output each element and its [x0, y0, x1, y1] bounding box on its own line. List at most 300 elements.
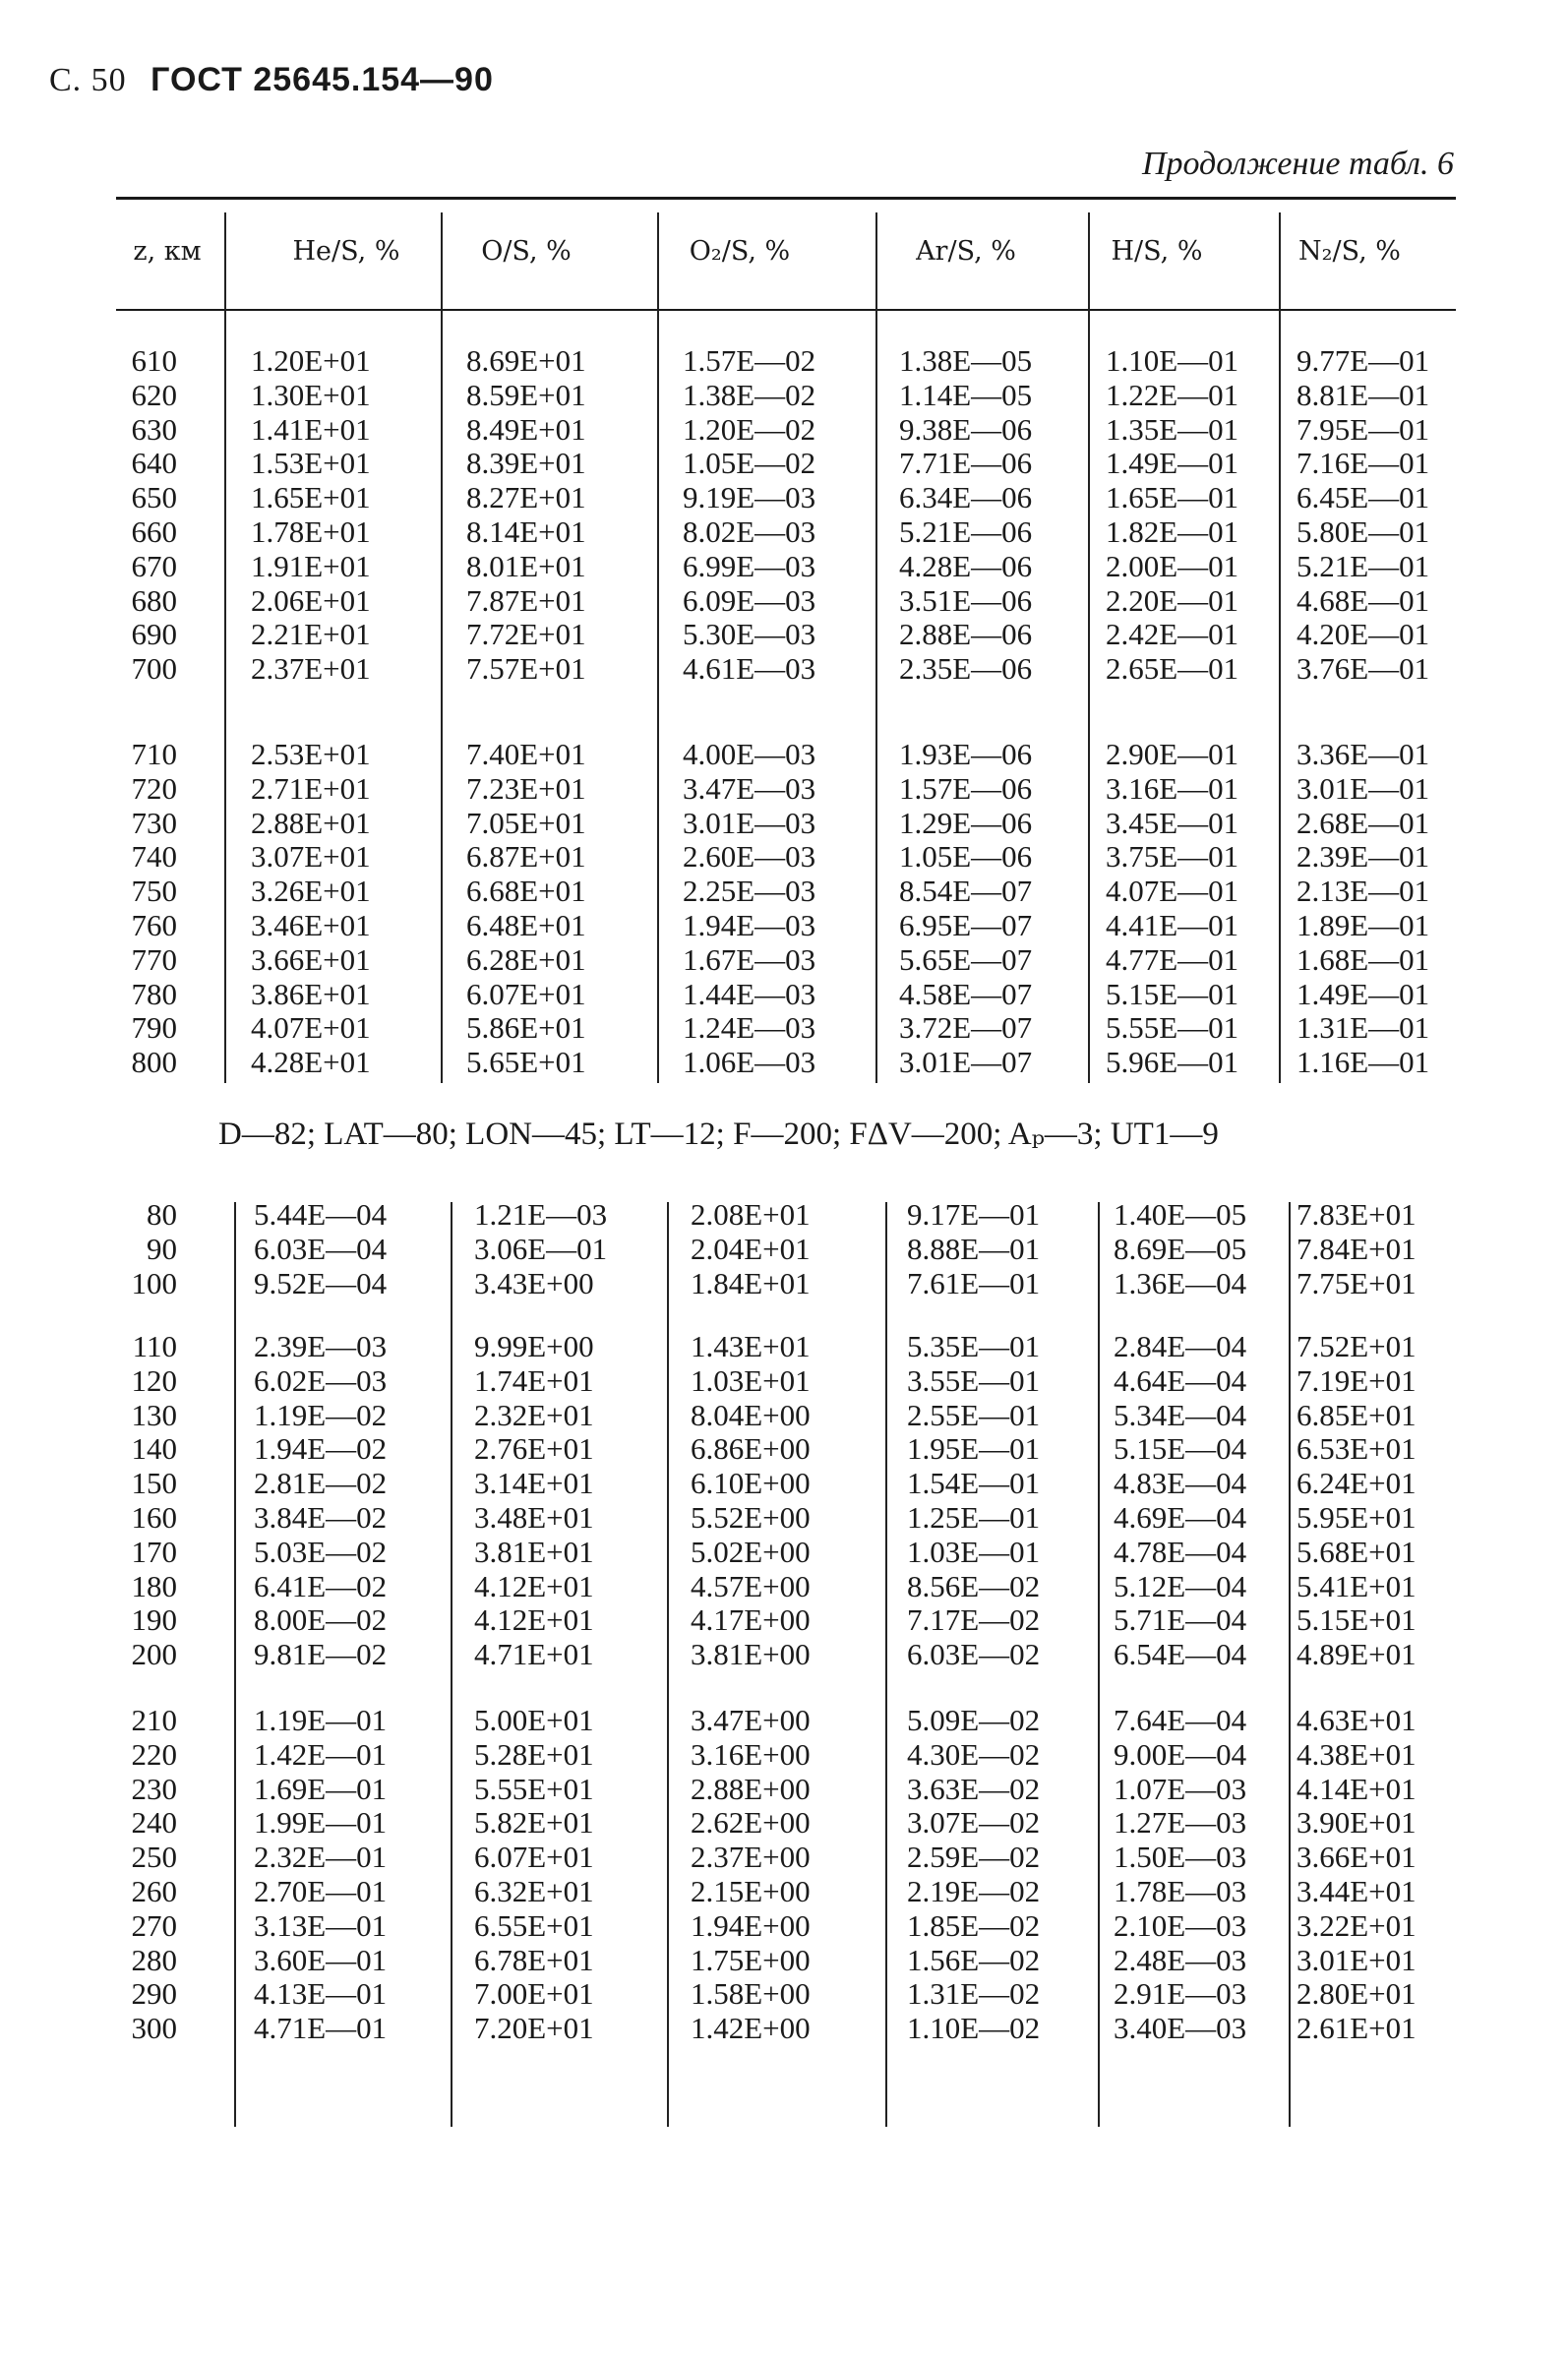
- value-cell: 8.54E—07: [899, 874, 1033, 909]
- value-cell: 5.55E—01: [1106, 1010, 1239, 1046]
- value-cell: 4.71E+01: [474, 1637, 594, 1672]
- value-cell: 1.20E+01: [251, 343, 371, 378]
- value-cell: 2.35E—06: [899, 651, 1033, 687]
- value-cell: 7.19E+01: [1297, 1362, 1417, 1398]
- value-cell: 4.78E—04: [1114, 1534, 1247, 1569]
- value-cell: 1.41E+01: [251, 411, 371, 447]
- value-cell: 6.78E+01: [474, 1942, 594, 1977]
- value-cell: 3.22E+01: [1297, 1907, 1417, 1943]
- value-cell: 6.45E—01: [1297, 480, 1430, 515]
- value-cell: 6.24E+01: [1297, 1466, 1417, 1501]
- value-cell: 3.48E+01: [474, 1500, 594, 1535]
- value-cell: 5.12E—04: [1114, 1568, 1247, 1603]
- altitude-cell: 780: [131, 976, 177, 1011]
- value-cell: 3.81E+00: [691, 1637, 811, 1672]
- value-cell: 2.37E+01: [251, 651, 371, 687]
- altitude-cell: 290: [131, 1976, 177, 2012]
- altitude-cell: 660: [131, 514, 177, 549]
- altitude-cell: 280: [131, 1942, 177, 1977]
- column-divider: [1279, 212, 1281, 1083]
- value-cell: 1.03E+01: [691, 1362, 811, 1398]
- value-cell: 3.75E—01: [1106, 839, 1239, 875]
- value-cell: 2.80E+01: [1297, 1976, 1417, 2012]
- altitude-cell: 130: [131, 1397, 177, 1432]
- value-cell: 1.69E—01: [254, 1771, 388, 1806]
- altitude-cell: 700: [131, 651, 177, 687]
- value-cell: 1.36E—04: [1114, 1265, 1247, 1300]
- value-cell: 1.99E—01: [254, 1805, 388, 1841]
- value-cell: 7.95E—01: [1297, 411, 1430, 447]
- value-cell: 3.72E—07: [899, 1010, 1033, 1046]
- value-cell: 2.59E—02: [907, 1840, 1041, 1875]
- column-divider: [1088, 212, 1090, 1083]
- altitude-cell: 160: [131, 1500, 177, 1535]
- altitude-cell: 250: [131, 1840, 177, 1875]
- value-cell: 4.28E+01: [251, 1045, 371, 1080]
- value-cell: 2.61E+01: [1297, 2011, 1417, 2046]
- page-header: [49, 61, 508, 99]
- value-cell: 3.60E—01: [254, 1942, 388, 1977]
- value-cell: 3.81E+01: [474, 1534, 594, 1569]
- altitude-cell: 100: [131, 1265, 177, 1300]
- value-cell: 2.62E+00: [691, 1805, 811, 1841]
- value-cell: 1.14E—05: [899, 377, 1033, 412]
- value-cell: 2.53E+01: [251, 737, 371, 771]
- value-cell: 7.84E+01: [1297, 1231, 1417, 1266]
- value-cell: 4.14E+01: [1297, 1771, 1417, 1806]
- o2-header: O₂/S, %: [689, 236, 791, 267]
- value-cell: 3.16E—01: [1106, 770, 1239, 806]
- value-cell: 6.28E+01: [466, 941, 586, 977]
- value-cell: 5.30E—03: [683, 617, 816, 652]
- value-cell: 2.00E—01: [1106, 548, 1239, 583]
- value-cell: 4.12E+01: [474, 1568, 594, 1603]
- altitude-cell: 80: [147, 1197, 177, 1232]
- value-cell: 5.15E+01: [1297, 1602, 1417, 1638]
- value-cell: 2.04E+01: [691, 1231, 811, 1266]
- value-cell: 8.88E—01: [907, 1231, 1041, 1266]
- value-cell: 8.39E+01: [466, 446, 586, 481]
- altitude-cell: 790: [131, 1010, 177, 1046]
- value-cell: 3.51E—06: [899, 582, 1033, 618]
- altitude-cell: 750: [131, 874, 177, 909]
- altitude-cell: 260: [131, 1874, 177, 1908]
- value-cell: 1.05E—06: [899, 839, 1033, 875]
- value-cell: 5.35E—01: [907, 1329, 1041, 1363]
- value-cell: 1.38E—02: [683, 377, 816, 412]
- value-cell: 6.53E+01: [1297, 1431, 1417, 1467]
- altitude-cell: 190: [131, 1602, 177, 1638]
- value-cell: 2.15E+00: [691, 1874, 811, 1908]
- value-cell: 1.16E—01: [1297, 1045, 1430, 1080]
- value-cell: 1.40E—05: [1114, 1197, 1247, 1232]
- value-cell: 2.39E—01: [1297, 839, 1430, 875]
- value-cell: 1.65E—01: [1106, 480, 1239, 515]
- value-cell: 1.94E—02: [254, 1431, 388, 1467]
- value-cell: 1.21E—03: [474, 1197, 608, 1232]
- value-cell: 8.04E+00: [691, 1397, 811, 1432]
- value-cell: 1.57E—02: [683, 343, 816, 378]
- value-cell: 8.27E+01: [466, 480, 586, 515]
- value-cell: 6.85E+01: [1297, 1397, 1417, 1432]
- altitude-cell: 800: [131, 1045, 177, 1080]
- value-cell: 1.42E—01: [254, 1736, 388, 1772]
- altitude-cell: 640: [131, 446, 177, 481]
- value-cell: 7.64E—04: [1114, 1703, 1247, 1737]
- value-cell: 8.59E+01: [466, 377, 586, 412]
- value-cell: 4.71E—01: [254, 2011, 388, 2046]
- value-cell: 8.69E+01: [466, 343, 586, 378]
- value-cell: 6.09E—03: [683, 582, 816, 618]
- value-cell: 7.20E+01: [474, 2011, 594, 2046]
- value-cell: 7.87E+01: [466, 582, 586, 618]
- value-cell: 2.68E—01: [1297, 805, 1430, 840]
- value-cell: 8.00E—02: [254, 1602, 388, 1638]
- value-cell: 6.02E—03: [254, 1362, 388, 1398]
- value-cell: 4.41E—01: [1106, 908, 1239, 942]
- value-cell: 5.00E+01: [474, 1703, 594, 1737]
- value-cell: 1.95E—01: [907, 1431, 1041, 1467]
- value-cell: 5.55E+01: [474, 1771, 594, 1806]
- value-cell: 1.22E—01: [1106, 377, 1239, 412]
- value-cell: 5.41E+01: [1297, 1568, 1417, 1603]
- value-cell: 1.84E+01: [691, 1265, 811, 1300]
- value-cell: 7.83E+01: [1297, 1197, 1417, 1232]
- value-cell: 2.32E—01: [254, 1840, 388, 1875]
- value-cell: 5.71E—04: [1114, 1602, 1247, 1638]
- altitude-cell: 170: [131, 1534, 177, 1569]
- value-cell: 1.19E—02: [254, 1397, 388, 1432]
- altitude-cell: 110: [132, 1329, 177, 1363]
- value-cell: 1.78E—03: [1114, 1874, 1247, 1908]
- value-cell: 6.03E—04: [254, 1231, 388, 1266]
- value-cell: 2.65E—01: [1106, 651, 1239, 687]
- value-cell: 5.03E—02: [254, 1534, 388, 1569]
- altitude-cell: 140: [131, 1431, 177, 1467]
- value-cell: 1.44E—03: [683, 976, 816, 1011]
- value-cell: 2.06E+01: [251, 582, 371, 618]
- value-cell: 1.42E+00: [691, 2011, 811, 2046]
- column-divider: [234, 1202, 236, 2127]
- value-cell: 5.28E+01: [474, 1736, 594, 1772]
- value-cell: 5.65E+01: [466, 1045, 586, 1080]
- value-cell: 7.16E—01: [1297, 446, 1430, 481]
- value-cell: 2.91E—03: [1114, 1976, 1247, 2012]
- value-cell: 8.02E—03: [683, 514, 816, 549]
- n2-header: N₂/S, %: [1298, 236, 1401, 267]
- value-cell: 5.02E+00: [691, 1534, 811, 1569]
- value-cell: 8.69E—05: [1114, 1231, 1247, 1266]
- table-caption: Продолжение табл. 6: [1141, 146, 1454, 182]
- value-cell: 3.07E—02: [907, 1805, 1041, 1841]
- value-cell: 1.05E—02: [683, 446, 816, 481]
- value-cell: 3.01E—07: [899, 1045, 1033, 1080]
- value-cell: 2.37E+00: [691, 1840, 811, 1875]
- value-cell: 3.07E+01: [251, 839, 371, 875]
- column-divider: [667, 1202, 669, 2127]
- value-cell: 5.65E—07: [899, 941, 1033, 977]
- altitude-cell: 200: [131, 1637, 177, 1672]
- value-cell: 5.52E+00: [691, 1500, 811, 1535]
- column-divider: [875, 212, 877, 1083]
- value-cell: 6.03E—02: [907, 1637, 1041, 1672]
- altitude-cell: 300: [131, 2011, 177, 2046]
- value-cell: 3.01E—01: [1297, 770, 1430, 806]
- value-cell: 1.75E+00: [691, 1942, 811, 1977]
- value-cell: 4.00E—03: [683, 737, 816, 771]
- value-cell: 5.68E+01: [1297, 1534, 1417, 1569]
- value-cell: 2.55E—01: [907, 1397, 1041, 1432]
- value-cell: 6.55E+01: [474, 1907, 594, 1943]
- value-cell: 1.53E+01: [251, 446, 371, 481]
- value-cell: 3.13E—01: [254, 1907, 388, 1943]
- value-cell: 4.61E—03: [683, 651, 816, 687]
- value-cell: 4.13E—01: [254, 1976, 388, 2012]
- altitude-cell: 220: [131, 1736, 177, 1772]
- value-cell: 1.56E—02: [907, 1942, 1041, 1977]
- value-cell: 1.68E—01: [1297, 941, 1430, 977]
- value-cell: 4.28E—06: [899, 548, 1033, 583]
- value-cell: 1.65E+01: [251, 480, 371, 515]
- value-cell: 3.01E—03: [683, 805, 816, 840]
- altitude-cell: 740: [131, 839, 177, 875]
- value-cell: 4.20E—01: [1297, 617, 1430, 652]
- value-cell: 2.42E—01: [1106, 617, 1239, 652]
- value-cell: 4.77E—01: [1106, 941, 1239, 977]
- altitude-cell: 270: [131, 1907, 177, 1943]
- value-cell: 1.20E—02: [683, 411, 816, 447]
- value-cell: 3.46E+01: [251, 908, 371, 942]
- value-cell: 1.06E—03: [683, 1045, 816, 1080]
- value-cell: 4.07E+01: [251, 1010, 371, 1046]
- value-cell: 7.40E+01: [466, 737, 586, 771]
- value-cell: 5.15E—01: [1106, 976, 1239, 1011]
- value-cell: 9.77E—01: [1297, 343, 1430, 378]
- value-cell: 7.72E+01: [466, 617, 586, 652]
- model-parameters: D—82; LAT—80; LON—45; LT—12; F—200; FΔV—200; Aₚ—3; UT1—9: [218, 1117, 1219, 1152]
- value-cell: 2.10E—03: [1114, 1907, 1247, 1943]
- value-cell: 2.76E+01: [474, 1431, 594, 1467]
- value-cell: 4.57E+00: [691, 1568, 811, 1603]
- value-cell: 6.41E—02: [254, 1568, 388, 1603]
- value-cell: 7.57E+01: [466, 651, 586, 687]
- standard-title: ГОСТ 25645.154—90: [151, 61, 494, 98]
- value-cell: 3.84E—02: [254, 1500, 388, 1535]
- header-bottom-rule: [116, 309, 1456, 311]
- ar-header: Ar/S, %: [916, 236, 1016, 267]
- value-cell: 1.94E+00: [691, 1907, 811, 1943]
- value-cell: 4.69E—04: [1114, 1500, 1247, 1535]
- value-cell: 6.10E+00: [691, 1466, 811, 1501]
- altitude-cell: 630: [131, 411, 177, 447]
- value-cell: 3.55E—01: [907, 1362, 1041, 1398]
- value-cell: 9.19E—03: [683, 480, 816, 515]
- altitude-cell: 690: [131, 617, 177, 652]
- value-cell: 7.00E+01: [474, 1976, 594, 2012]
- altitude-cell: 650: [131, 480, 177, 515]
- value-cell: 1.74E+01: [474, 1362, 594, 1398]
- value-cell: 5.96E—01: [1106, 1045, 1239, 1080]
- value-cell: 5.21E—06: [899, 514, 1033, 549]
- page-number: С. 50: [49, 62, 127, 98]
- value-cell: 2.13E—01: [1297, 874, 1430, 909]
- value-cell: 2.84E—04: [1114, 1329, 1247, 1363]
- value-cell: 1.07E—03: [1114, 1771, 1247, 1806]
- value-cell: 8.56E—02: [907, 1568, 1041, 1603]
- column-divider: [885, 1202, 887, 2127]
- value-cell: 4.63E+01: [1297, 1703, 1417, 1737]
- value-cell: 2.90E—01: [1106, 737, 1239, 771]
- value-cell: 4.07E—01: [1106, 874, 1239, 909]
- altitude-cell: 770: [131, 941, 177, 977]
- value-cell: 3.36E—01: [1297, 737, 1430, 771]
- value-cell: 1.49E—01: [1297, 976, 1430, 1011]
- value-cell: 2.88E+00: [691, 1771, 811, 1806]
- value-cell: 2.21E+01: [251, 617, 371, 652]
- value-cell: 4.58E—07: [899, 976, 1033, 1011]
- value-cell: 8.81E—01: [1297, 377, 1430, 412]
- value-cell: 1.19E—01: [254, 1703, 388, 1737]
- value-cell: 2.19E—02: [907, 1874, 1041, 1908]
- value-cell: 2.71E+01: [251, 770, 371, 806]
- column-divider: [441, 212, 443, 1083]
- value-cell: 3.40E—03: [1114, 2011, 1247, 2046]
- altitude-cell: 210: [131, 1703, 177, 1737]
- h-header: H/S, %: [1111, 236, 1203, 267]
- value-cell: 2.08E+01: [691, 1197, 811, 1232]
- value-cell: 5.44E—04: [254, 1197, 388, 1232]
- column-divider: [224, 212, 226, 1083]
- value-cell: 9.52E—04: [254, 1265, 388, 1300]
- value-cell: 3.47E—03: [683, 770, 816, 806]
- value-cell: 3.63E—02: [907, 1771, 1041, 1806]
- he-header: He/S, %: [292, 236, 400, 267]
- value-cell: 4.89E+01: [1297, 1637, 1417, 1672]
- value-cell: 4.38E+01: [1297, 1736, 1417, 1772]
- value-cell: 3.16E+00: [691, 1736, 811, 1772]
- value-cell: 2.39E—03: [254, 1329, 388, 1363]
- value-cell: 3.86E+01: [251, 976, 371, 1011]
- value-cell: 6.07E+01: [466, 976, 586, 1011]
- value-cell: 3.14E+01: [474, 1466, 594, 1501]
- value-cell: 2.20E—01: [1106, 582, 1239, 618]
- value-cell: 2.60E—03: [683, 839, 816, 875]
- value-cell: 6.32E+01: [474, 1874, 594, 1908]
- column-divider: [657, 212, 659, 1083]
- value-cell: 6.07E+01: [474, 1840, 594, 1875]
- value-cell: 1.25E—01: [907, 1500, 1041, 1535]
- value-cell: 4.64E—04: [1114, 1362, 1247, 1398]
- value-cell: 1.82E—01: [1106, 514, 1239, 549]
- value-cell: 2.88E—06: [899, 617, 1033, 652]
- value-cell: 1.57E—06: [899, 770, 1033, 806]
- value-cell: 3.66E+01: [1297, 1840, 1417, 1875]
- value-cell: 4.12E+01: [474, 1602, 594, 1638]
- value-cell: 7.05E+01: [466, 805, 586, 840]
- value-cell: 8.01E+01: [466, 548, 586, 583]
- value-cell: 9.17E—01: [907, 1197, 1041, 1232]
- value-cell: 5.86E+01: [466, 1010, 586, 1046]
- value-cell: 1.27E—03: [1114, 1805, 1247, 1841]
- altitude-cell: 760: [131, 908, 177, 942]
- value-cell: 2.25E—03: [683, 874, 816, 909]
- value-cell: 5.15E—04: [1114, 1431, 1247, 1467]
- value-cell: 6.54E—04: [1114, 1637, 1247, 1672]
- value-cell: 6.34E—06: [899, 480, 1033, 515]
- value-cell: 1.31E—01: [1297, 1010, 1430, 1046]
- value-cell: 6.68E+01: [466, 874, 586, 909]
- value-cell: 3.90E+01: [1297, 1805, 1417, 1841]
- value-cell: 7.17E—02: [907, 1602, 1041, 1638]
- value-cell: 1.29E—06: [899, 805, 1033, 840]
- value-cell: 5.95E+01: [1297, 1500, 1417, 1535]
- value-cell: 3.45E—01: [1106, 805, 1239, 840]
- value-cell: 9.81E—02: [254, 1637, 388, 1672]
- value-cell: 3.26E+01: [251, 874, 371, 909]
- value-cell: 1.94E—03: [683, 908, 816, 942]
- altitude-cell: 610: [131, 343, 177, 378]
- value-cell: 1.58E+00: [691, 1976, 811, 2012]
- altitude-cell: 120: [131, 1362, 177, 1398]
- value-cell: 4.30E—02: [907, 1736, 1041, 1772]
- value-cell: 5.34E—04: [1114, 1397, 1247, 1432]
- altitude-cell: 150: [131, 1466, 177, 1501]
- value-cell: 4.17E+00: [691, 1602, 811, 1638]
- value-cell: 3.06E—01: [474, 1231, 608, 1266]
- value-cell: 1.49E—01: [1106, 446, 1239, 481]
- value-cell: 7.23E+01: [466, 770, 586, 806]
- value-cell: 5.09E—02: [907, 1703, 1041, 1737]
- value-cell: 1.43E+01: [691, 1329, 811, 1363]
- altitude-cell: 90: [147, 1231, 177, 1266]
- value-cell: 1.10E—01: [1106, 343, 1239, 378]
- value-cell: 9.99E+00: [474, 1329, 594, 1363]
- value-cell: 3.01E+01: [1297, 1942, 1417, 1977]
- value-cell: 6.86E+00: [691, 1431, 811, 1467]
- value-cell: 2.48E—03: [1114, 1942, 1247, 1977]
- value-cell: 1.35E—01: [1106, 411, 1239, 447]
- altitude-cell: 180: [131, 1568, 177, 1603]
- value-cell: 8.49E+01: [466, 411, 586, 447]
- value-cell: 1.85E—02: [907, 1907, 1041, 1943]
- value-cell: 1.67E—03: [683, 941, 816, 977]
- value-cell: 1.31E—02: [907, 1976, 1041, 2012]
- value-cell: 3.44E+01: [1297, 1874, 1417, 1908]
- value-cell: 7.61E—01: [907, 1265, 1041, 1300]
- value-cell: 2.32E+01: [474, 1397, 594, 1432]
- value-cell: 7.71E—06: [899, 446, 1033, 481]
- value-cell: 9.00E—04: [1114, 1736, 1247, 1772]
- value-cell: 7.52E+01: [1297, 1329, 1417, 1363]
- value-cell: 6.87E+01: [466, 839, 586, 875]
- value-cell: 6.48E+01: [466, 908, 586, 942]
- value-cell: 5.82E+01: [474, 1805, 594, 1841]
- altitude-cell: 620: [131, 377, 177, 412]
- value-cell: 3.66E+01: [251, 941, 371, 977]
- value-cell: 6.99E—03: [683, 548, 816, 583]
- value-cell: 3.76E—01: [1297, 651, 1430, 687]
- table-top-rule: [116, 197, 1456, 200]
- value-cell: 1.91E+01: [251, 548, 371, 583]
- column-divider: [1098, 1202, 1100, 2127]
- value-cell: 4.83E—04: [1114, 1466, 1247, 1501]
- altitude-cell: 670: [131, 548, 177, 583]
- altitude-cell: 240: [131, 1805, 177, 1841]
- value-cell: 6.95E—07: [899, 908, 1033, 942]
- value-cell: 9.38E—06: [899, 411, 1033, 447]
- altitude-cell: 710: [131, 737, 177, 771]
- value-cell: 2.70E—01: [254, 1874, 388, 1908]
